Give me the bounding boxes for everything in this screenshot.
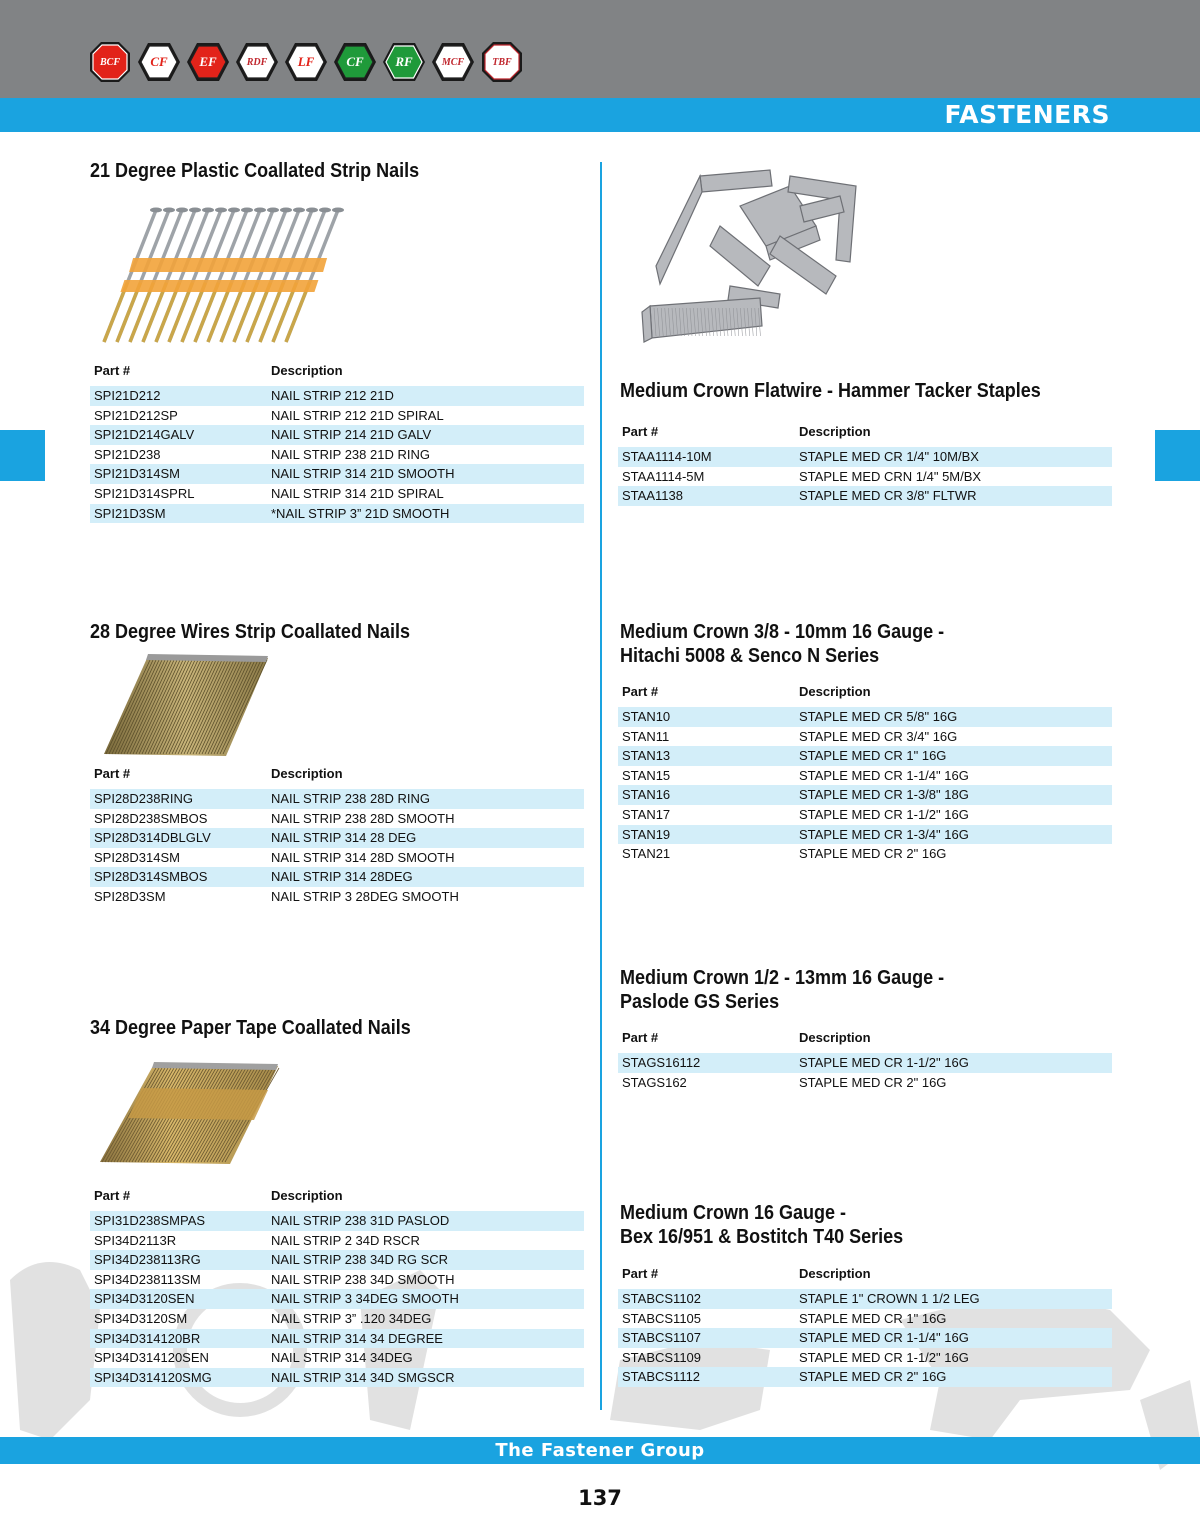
ef-logo-icon <box>186 40 230 84</box>
table-row <box>90 504 584 524</box>
part-number: STAGS162 <box>622 1074 687 1090</box>
part-description: NAIL STRIP 238 28D SMOOTH <box>271 810 455 826</box>
part-description: STAPLE MED CR 1-3/4" 16G <box>799 826 969 842</box>
logo-lettering: MCF <box>441 56 465 68</box>
table-row <box>90 1270 584 1290</box>
table-body <box>90 1211 584 1387</box>
part-number: SPI28D238SMBOS <box>94 810 208 826</box>
table-row <box>90 1231 584 1251</box>
part-number: SPI34D314120SEN <box>94 1350 209 1366</box>
section-28-degree <box>90 620 584 644</box>
col-header-description: Description <box>799 1266 871 1281</box>
table-row <box>618 707 1112 727</box>
table-row <box>618 1348 1112 1368</box>
footer-company-name: The Fastener Group <box>495 1440 705 1461</box>
part-number: SPI21D212 <box>94 388 161 403</box>
cf-red-logo-icon <box>137 40 181 84</box>
logo-lettering: CF <box>150 54 168 69</box>
section-title <box>620 966 1065 1014</box>
part-description: STAPLE MED CR 1-1/4" 16G <box>799 767 969 783</box>
part-description: NAIL STRIP 238 34D RG SCR <box>271 1252 449 1268</box>
part-description: NAIL STRIP 2 34D RSCR <box>271 1232 420 1248</box>
col-header-description: Description <box>799 684 871 699</box>
table-header <box>618 424 1112 444</box>
part-number: STAA1114-5M <box>622 468 705 484</box>
column-divider <box>600 162 602 1410</box>
table-row <box>618 1053 1112 1073</box>
part-description: NAIL STRIP 214 21D GALV <box>271 427 432 443</box>
parts-table-21-degree <box>90 363 584 523</box>
table-row <box>90 848 584 868</box>
part-number: STAN15 <box>622 767 671 783</box>
table-row <box>90 1289 584 1309</box>
part-number: SPI34D3120SEN <box>94 1291 195 1307</box>
table-row <box>90 386 584 406</box>
section-title-line2: Paslode GS Series <box>620 991 780 1013</box>
side-tab-right <box>1155 430 1200 481</box>
parts-table-paslode <box>618 1030 1112 1092</box>
part-description: STAPLE MED CR 1-1/2" 16G <box>799 1349 969 1365</box>
col-header-part: Part # <box>94 766 131 781</box>
table-row <box>90 1211 584 1231</box>
table-row <box>618 766 1112 786</box>
part-number: STABCS1109 <box>622 1349 702 1365</box>
section-title: 34 Degree Paper Tape Coallated Nails <box>90 1017 411 1039</box>
col-header-part: Part # <box>622 424 659 439</box>
part-number: SPI21D314SM <box>94 466 180 482</box>
section-title-line1: Medium Crown 16 Gauge - <box>620 1202 847 1224</box>
col-header-part: Part # <box>94 1188 131 1203</box>
part-description: STAPLE MED CR 2" 16G <box>799 846 947 862</box>
part-description: STAPLE MED CR 1" 16G <box>799 748 947 764</box>
part-description: NAIL STRIP 238 31D PASLOD <box>271 1213 450 1228</box>
part-description: NAIL STRIP 212 21D SPIRAL <box>271 407 444 423</box>
page-number: 137 <box>578 1486 622 1510</box>
table-body <box>618 707 1112 864</box>
part-number: STAN16 <box>622 787 671 803</box>
part-number: STABCS1112 <box>622 1369 701 1385</box>
side-tab-left <box>0 430 45 481</box>
section-title: Medium Crown Flatwire - Hammer Tacker Staples <box>620 380 1041 402</box>
part-description: NAIL STRIP 238 28D RING <box>271 791 430 806</box>
part-number: SPI28D314SMBOS <box>94 869 208 885</box>
part-number: SPI34D238113RG <box>94 1252 201 1268</box>
section-34-degree <box>90 1016 584 1040</box>
part-description: NAIL STRIP 212 21D <box>271 388 394 403</box>
part-number: SPI34D314120BR <box>94 1330 201 1346</box>
section-title <box>620 620 1065 668</box>
paper-tape-nails-image <box>98 1058 280 1168</box>
part-description: NAIL STRIP 314 21D SMOOTH <box>271 466 455 482</box>
table-row <box>618 844 1112 864</box>
col-header-part: Part # <box>622 684 659 699</box>
col-header-part: Part # <box>622 1266 659 1281</box>
part-description: NAIL STRIP 314 21D SPIRAL <box>271 485 444 501</box>
section-title <box>620 1201 1065 1249</box>
col-header-description: Description <box>271 363 343 378</box>
part-description: STAPLE MED CR 1-1/2" 16G <box>799 806 969 822</box>
part-number: STAN19 <box>622 826 671 842</box>
part-description: STAPLE MED CR 3/4" 16G <box>799 728 958 744</box>
table-row <box>90 445 584 465</box>
part-description: NAIL STRIP 314 28D SMOOTH <box>271 849 455 865</box>
part-number: STAA1114-10M <box>622 449 712 464</box>
part-number: SPI34D2113R <box>94 1232 177 1248</box>
section-title-line1: Medium Crown 1/2 - 13mm 16 Gauge - <box>620 967 945 989</box>
part-description: STAPLE MED CR 5/8" 16G <box>799 709 958 724</box>
col-header-description: Description <box>271 1188 343 1203</box>
section-title-line2: Hitachi 5008 & Senco N Series <box>620 645 880 667</box>
part-number: SPI28D314DBLGLV <box>94 830 211 846</box>
logo-lettering: CF <box>346 54 364 69</box>
parts-table-bex-bostitch <box>618 1266 1112 1387</box>
table-body <box>90 386 584 523</box>
part-number: SPI34D3120SM <box>94 1310 188 1326</box>
parts-table-28-degree <box>90 766 584 907</box>
table-row <box>618 1289 1112 1309</box>
bcf-logo-icon <box>88 40 132 84</box>
col-header-description: Description <box>271 766 343 781</box>
part-number: SPI31D238SMPAS <box>94 1213 206 1228</box>
part-number: SPI21D238 <box>94 446 161 462</box>
part-description: STAPLE MED CR 2" 16G <box>799 1074 947 1090</box>
logo-lettering: EF <box>199 54 217 69</box>
table-row <box>90 867 584 887</box>
parts-table-flatwire <box>618 424 1112 506</box>
table-row <box>90 1329 584 1349</box>
table-header <box>90 766 584 786</box>
table-row <box>90 1309 584 1329</box>
section-title: 28 Degree Wires Strip Coallated Nails <box>90 621 410 643</box>
part-description: STAPLE MED CR 1-3/8" 18G <box>799 787 969 803</box>
rf-logo-icon <box>382 40 426 84</box>
section-flatwire <box>620 379 1114 403</box>
col-header-part: Part # <box>622 1030 659 1045</box>
table-row <box>618 746 1112 766</box>
part-number: STAN11 <box>622 728 670 744</box>
part-number: STAN13 <box>622 748 671 764</box>
table-row <box>618 447 1112 467</box>
table-row <box>90 1368 584 1388</box>
table-row <box>90 464 584 484</box>
part-description: NAIL STRIP 314 28DEG <box>271 869 413 885</box>
section-paslode <box>620 966 1114 1014</box>
part-number: STABCS1102 <box>622 1291 702 1306</box>
logo-lettering: BCF <box>99 56 120 68</box>
part-description: STAPLE MED CR 1" 16G <box>799 1310 947 1326</box>
table-row <box>90 828 584 848</box>
part-description: STAPLE MED CR 3/8" FLTWR <box>799 488 977 504</box>
part-description: NAIL STRIP 314 28 DEG <box>271 830 417 846</box>
table-row <box>618 805 1112 825</box>
table-row <box>618 825 1112 845</box>
table-row <box>618 785 1112 805</box>
part-description: NAIL STRIP 314 34 DEGREE <box>271 1330 443 1346</box>
part-description: NAIL STRIP 238 34D SMOOTH <box>271 1271 455 1287</box>
part-number: SPI28D3SM <box>94 888 166 904</box>
part-number: SPI34D314120SMG <box>94 1369 212 1385</box>
table-row <box>618 1073 1112 1093</box>
table-body <box>618 1053 1112 1092</box>
part-description: NAIL STRIP 314 34DEG <box>271 1350 413 1366</box>
title-band <box>0 98 1200 132</box>
table-row <box>618 1328 1112 1348</box>
part-description: NAIL STRIP 3” .120 34DEG <box>271 1310 432 1326</box>
footer-band <box>0 1437 1200 1464</box>
part-number: SPI21D3SM <box>94 505 166 521</box>
table-header <box>90 363 584 383</box>
part-description: STAPLE MED CR 1-1/4" 16G <box>799 1330 969 1346</box>
mcf-logo-icon <box>431 40 475 84</box>
part-number: SPI28D314SM <box>94 849 180 865</box>
col-header-description: Description <box>799 1030 871 1045</box>
plastic-strip-nails-image <box>94 200 364 350</box>
part-description: STAPLE MED CRN 1/4" 5M/BX <box>799 468 982 484</box>
wire-strip-nails-image <box>102 652 270 762</box>
part-description: NAIL STRIP 238 21D RING <box>271 446 430 462</box>
page-heading: FASTENERS <box>944 100 1110 129</box>
table-row <box>90 1348 584 1368</box>
table-row <box>618 467 1112 487</box>
table-body <box>618 1289 1112 1387</box>
table-row <box>90 484 584 504</box>
part-number: SPI21D314SPRL <box>94 485 195 501</box>
table-row <box>90 887 584 907</box>
section-title-line2: Bex 16/951 & Bostitch T40 Series <box>620 1226 904 1248</box>
part-number: STAN17 <box>622 806 671 822</box>
table-header <box>618 1030 1112 1050</box>
section-hitachi-senco <box>620 620 1114 668</box>
col-header-part: Part # <box>94 363 131 378</box>
part-description: STAPLE MED CR 1-1/2" 16G <box>799 1055 969 1070</box>
table-row <box>90 789 584 809</box>
cf-green-logo-icon <box>333 40 377 84</box>
part-number: STAA1138 <box>622 488 683 504</box>
part-description: STAPLE MED CR 1/4" 10M/BX <box>799 449 979 464</box>
section-title-line1: Medium Crown 3/8 - 10mm 16 Gauge - <box>620 621 945 643</box>
table-row <box>618 1309 1112 1329</box>
table-row <box>618 486 1112 506</box>
section-bex-bostitch <box>620 1201 1114 1249</box>
part-number: SPI34D238113SM <box>94 1271 201 1287</box>
header-band <box>0 0 1200 98</box>
table-header <box>90 1188 584 1208</box>
logo-lettering: LF <box>297 54 315 69</box>
section-title: 21 Degree Plastic Coallated Strip Nails <box>90 160 420 182</box>
table-row <box>90 809 584 829</box>
table-header <box>618 1266 1112 1286</box>
table-header <box>618 684 1112 704</box>
parts-table-hitachi-senco <box>618 684 1112 864</box>
part-description: NAIL STRIP 3 34DEG SMOOTH <box>271 1291 459 1307</box>
part-description: STAPLE 1" CROWN 1 1/2 LEG <box>799 1291 980 1306</box>
section-21-degree <box>90 159 584 183</box>
table-row <box>618 727 1112 747</box>
part-number: SPI21D212SP <box>94 407 178 423</box>
part-number: STAGS16112 <box>622 1055 701 1070</box>
logo-lettering: RDF <box>246 56 268 68</box>
part-number: STAN10 <box>622 709 671 724</box>
table-row <box>90 406 584 426</box>
table-row <box>90 1250 584 1270</box>
table-body <box>90 789 584 907</box>
col-header-description: Description <box>799 424 871 439</box>
flatwire-staples-image <box>640 166 864 344</box>
part-number: STABCS1105 <box>622 1310 702 1326</box>
logo-lettering: TBF <box>492 56 512 68</box>
tbf-logo-icon <box>480 40 524 84</box>
lf-logo-icon <box>284 40 328 84</box>
parts-table-34-degree <box>90 1188 584 1387</box>
part-number: SPI28D238RING <box>94 791 193 806</box>
part-number: STABCS1107 <box>622 1330 702 1346</box>
part-description: NAIL STRIP 3 28DEG SMOOTH <box>271 888 459 904</box>
table-row <box>618 1367 1112 1387</box>
rdf-logo-icon <box>235 40 279 84</box>
brand-logo-row <box>88 40 524 84</box>
table-body <box>618 447 1112 506</box>
part-number: STAN21 <box>622 846 671 862</box>
part-number: SPI21D214GALV <box>94 427 195 443</box>
table-row <box>90 425 584 445</box>
part-description: *NAIL STRIP 3” 21D SMOOTH <box>271 505 450 521</box>
part-description: STAPLE MED CR 2" 16G <box>799 1369 947 1385</box>
part-description: NAIL STRIP 314 34D SMGSCR <box>271 1369 455 1385</box>
logo-lettering: RF <box>395 54 413 69</box>
